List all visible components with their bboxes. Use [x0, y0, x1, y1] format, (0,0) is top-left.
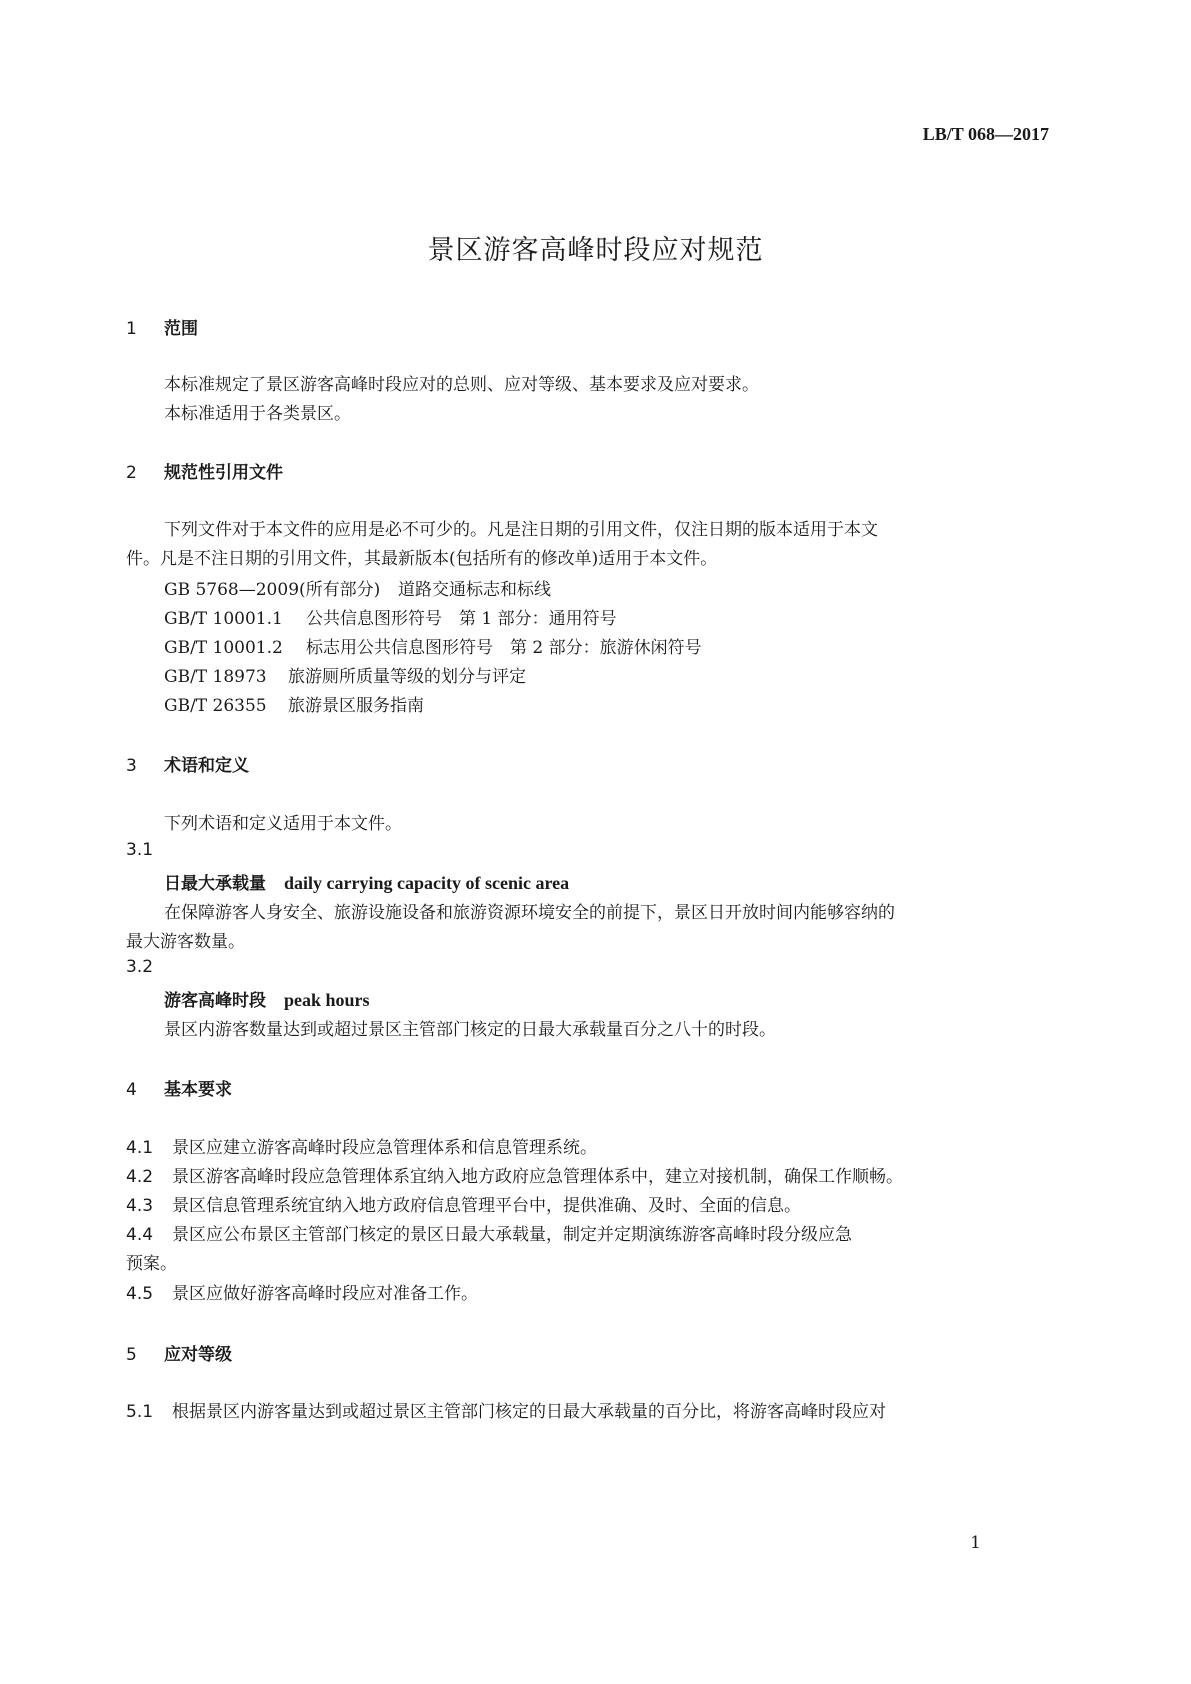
term-number: 3.2 — [126, 957, 154, 977]
term-definition: 景区内游客数量达到或超过景区主管部门核定的日最大承载量百分之八十的时段。 — [164, 1020, 776, 1040]
clause-number: 5.1 — [126, 1402, 154, 1422]
section-1-heading — [126, 314, 198, 339]
normative-reference — [164, 662, 526, 687]
clause-text: 景区应做好游客高峰时段应对准备工作。 — [172, 1284, 478, 1304]
section-5-heading — [126, 1340, 232, 1365]
term-number: 3.1 — [126, 840, 154, 860]
section-number: 4 — [126, 1080, 137, 1100]
clause — [126, 1191, 801, 1216]
clause — [126, 1279, 478, 1304]
clause — [126, 1220, 852, 1245]
term-name-en: peak hours — [284, 990, 370, 1010]
paragraph: 下列术语和定义适用于本文件。 — [164, 814, 402, 834]
reference-title: 旅游景区服务指南 — [288, 696, 424, 716]
reference-code: GB/T 10001.1 — [164, 609, 283, 629]
reference-title: 道路交通标志和标线 — [398, 580, 551, 600]
paragraph: 本标准规定了景区游客高峰时段应对的总则、应对等级、基本要求及应对要求。 — [164, 375, 759, 395]
section-3-heading — [126, 751, 249, 776]
term-name-zh: 日最大承载量 — [164, 874, 266, 894]
standard-code: LB/T 068—2017 — [922, 124, 1049, 144]
section-2-heading — [126, 458, 283, 483]
section-title: 应对等级 — [164, 1345, 232, 1365]
reference-code: GB/T 10001.2 — [164, 638, 283, 658]
normative-reference — [164, 633, 702, 658]
clause-number: 4.5 — [126, 1284, 154, 1304]
normative-reference — [164, 604, 617, 629]
section-title: 术语和定义 — [164, 756, 249, 776]
clause-text: 景区应建立游客高峰时段应急管理体系和信息管理系统。 — [172, 1138, 597, 1158]
term-name — [164, 869, 569, 894]
paragraph: 本标准适用于各类景区。 — [164, 404, 351, 424]
term-name-en: daily carrying capacity of scenic area — [284, 873, 570, 893]
section-title: 规范性引用文件 — [164, 463, 283, 483]
term-name — [164, 986, 370, 1011]
reference-title: 标志用公共信息图形符号 第 2 部分：旅游休闲符号 — [306, 638, 702, 658]
section-number: 1 — [126, 319, 137, 339]
clause-number: 4.4 — [126, 1225, 154, 1245]
clause — [126, 1133, 597, 1158]
clause-number: 4.1 — [126, 1138, 154, 1158]
reference-code: GB 5768—2009(所有部分) — [164, 580, 381, 600]
clause-text: 景区信息管理系统宜纳入地方政府信息管理平台中，提供准确、及时、全面的信息。 — [172, 1196, 801, 1216]
clause — [126, 1162, 903, 1187]
section-number: 3 — [126, 756, 137, 776]
section-title: 范围 — [164, 319, 198, 339]
normative-reference — [164, 691, 424, 716]
reference-code: GB/T 18973 — [164, 667, 267, 687]
paragraph: 件。凡是不注日期的引用文件，其最新版本(包括所有的修改单)适用于本文件。 — [126, 549, 718, 569]
term-definition: 在保障游客人身安全、旅游设施设备和旅游资源环境安全的前提下，景区日开放时间内能够容纳的 — [164, 903, 895, 923]
reference-title: 公共信息图形符号 第 1 部分：通用符号 — [306, 609, 617, 629]
section-4-heading — [126, 1075, 232, 1100]
term-name-zh: 游客高峰时段 — [164, 991, 266, 1011]
section-number: 5 — [126, 1345, 137, 1365]
page-number: 1 — [970, 1533, 981, 1553]
clause — [126, 1397, 886, 1422]
document-title: 景区游客高峰时段应对规范 — [427, 235, 764, 266]
reference-code: GB/T 26355 — [164, 696, 267, 716]
reference-title: 旅游厕所质量等级的划分与评定 — [288, 667, 526, 687]
clause-number: 4.2 — [126, 1167, 154, 1187]
section-title: 基本要求 — [164, 1080, 232, 1100]
clause-continuation: 预案。 — [126, 1254, 177, 1274]
section-number: 2 — [126, 463, 137, 483]
paragraph: 下列文件对于本文件的应用是必不可少的。凡是注日期的引用文件，仅注日期的版本适用于本文 — [164, 520, 878, 540]
term-definition: 最大游客数量。 — [126, 932, 245, 952]
clause-text: 景区游客高峰时段应急管理体系宜纳入地方政府应急管理体系中，建立对接机制，确保工作顺畅。 — [172, 1167, 903, 1187]
clause-text: 景区应公布景区主管部门核定的景区日最大承载量，制定并定期演练游客高峰时段分级应急 — [172, 1225, 852, 1245]
clause-number: 4.3 — [126, 1196, 154, 1216]
normative-reference — [164, 575, 551, 600]
clause-text: 根据景区内游客量达到或超过景区主管部门核定的日最大承载量的百分比，将游客高峰时段应对 — [172, 1402, 886, 1422]
